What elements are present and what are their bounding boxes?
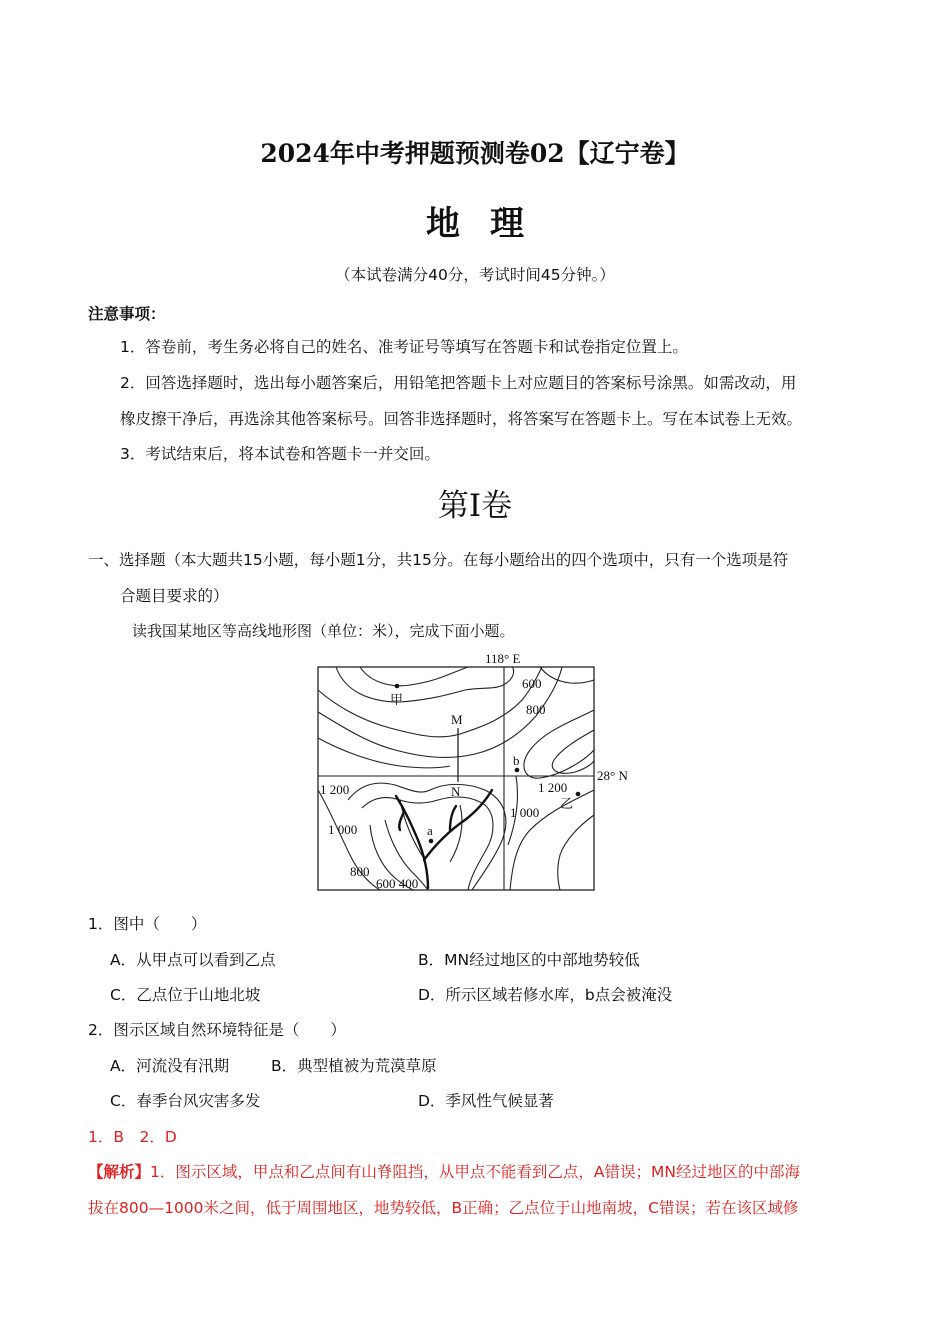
question-2-stem: 2．图示区域自然环境特征是（ ） [88,1021,346,1039]
contour-line [524,710,594,778]
contour-line [540,667,594,683]
question-2-option-b: B．典型植被为荒漠草原 [271,1057,437,1075]
contour-line [318,667,542,737]
subject-title: 地理 [426,204,554,244]
question-2-option-c: C．春季台风灾害多发 [110,1092,261,1110]
contour-line [318,738,450,768]
question-1-stem: 1．图中（ ） [88,915,207,933]
label-b: b [513,753,520,768]
longitude-label: 118° E [485,651,521,666]
map-frame [318,667,594,890]
contour-label-800: 800 [526,702,546,717]
contour-map [300,650,645,895]
contour-label-600: 600 [522,676,542,691]
section-heading: 一、选择题（本大题共15小题，每小题1分，共15分。在每小题给出的四个选项中，只有一个选项是符 [88,551,789,569]
answer-line: 1．B 2．D [88,1128,177,1146]
exam-title: 2024年中考押题预测卷02【辽宁卷】 [260,139,690,168]
question-1-option-b: B．MN经过地区的中部地势较低 [418,951,640,969]
contour-label-1000-right: 1 000 [510,805,540,820]
label-a: a [427,823,433,838]
question-1-option-d: D．所示区域若修水库，b点会被淹没 [418,986,673,1004]
point-a [429,839,434,844]
latitude-label: 28° N [597,768,628,783]
contour-label-600-400: 600 400 [376,876,419,891]
point-b [515,768,520,773]
contour-line [336,667,514,702]
question-1-option-a: A．从甲点可以看到乙点 [110,951,276,969]
notice-heading: 注意事项： [88,305,166,323]
label-jia: 甲 [390,692,404,707]
analysis-line-1 [88,1160,800,1182]
contour-line [360,667,468,686]
map-intro: 读我国某地区等高线地形图（单位：米），完成下面小题。 [132,622,515,640]
question-2-option-a: A．河流没有汛期 [110,1057,230,1075]
part-title: 第I卷 [437,488,513,524]
notice-item-1: 1．答卷前，考生务必将自己的姓名、准考证号等填写在答题卡和试卷指定位置上。 [120,338,688,356]
contour-line [318,790,380,890]
river-branch [399,812,404,830]
point-yi [576,792,581,797]
analysis-text-1: 1．图示区域，甲点和乙点间有山脊阻挡，从甲点不能看到乙点，A错误；MN经过地区的中部海 [150,1163,800,1181]
label-yi: 乙 [560,796,574,811]
question-2-option-d: D．季风性气候显著 [418,1092,554,1110]
contour-label-1000-left: 1 000 [328,822,358,837]
river-main [396,796,428,888]
notice-item-2: 2．回答选择题时，选出每小题答案后，用铅笔把答题卡上对应题目的答案标号涂黑。如需改动，用 [120,374,797,392]
analysis-label: 【解析】 [88,1163,151,1181]
label-N: N [451,784,461,799]
point-jia [395,684,400,689]
contour-line [552,730,594,773]
label-M: M [451,712,463,727]
section-heading-cont: 合题目要求的） [120,587,229,605]
contour-label-1200-right: 1 200 [538,780,568,795]
question-1-option-c: C．乙点位于山地北坡 [110,986,261,1004]
exam-note: （本试卷满分40分，考试时间45分钟。） [335,266,615,284]
notice-item-2-cont: 橡皮擦干净后，再选涂其他答案标号。回答非选择题时，将答案写在答题卡上。写在本试卷上无效。 [120,410,803,428]
contour-line [558,815,594,890]
contour-label-800-bottom: 800 [350,864,370,879]
analysis-line-2: 拔在800—1000米之间，低于周围地区，地势较低，B正确；乙点位于山地南坡，C错误；若在该区域修 [88,1199,799,1217]
notice-item-3: 3．考试结束后，将本试卷和答题卡一并交回。 [120,445,440,463]
contour-label-1200-left: 1 200 [320,782,350,797]
